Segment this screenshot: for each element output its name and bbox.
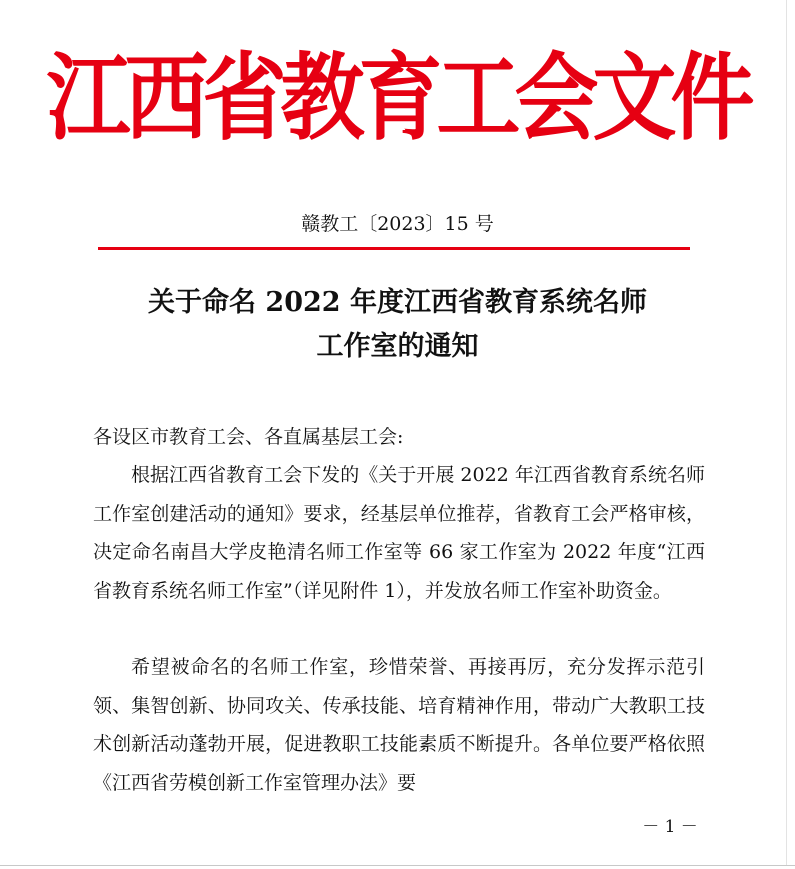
body-paragraph-1: 根据江西省教育工会下发的《关于开展 2022 年江西省教育系统名师工作室创建活动的通知》要求，经基层单位推荐，省教育工会严格审核，决定命名南昌大学皮艳清名师工作室等 66 家工作室为 2022 年度“江西省教育系统名师工作室”（详见附件 1），并发放名师工作室补助资金。 xyxy=(93,464,705,602)
notice-title-line-2: 工作室的通知 xyxy=(316,331,479,362)
body-paragraph-2: 希望被命名的名师工作室，珍惜荣誉、再接再厉，充分发挥示范引领、集智创新、协同攻关、传承技能、培育精神作用，带动广大教职工技术创新活动蓬勃开展，促进教职工技能素质不断提升。各单位要严格依照《江西省劳模创新工作室管理办法》要 xyxy=(93,656,705,794)
notice-title-line-1: 关于命名 2022 年度江西省教育系统名师 xyxy=(148,287,647,318)
page-number: － 1 － xyxy=(642,817,698,837)
red-divider-line xyxy=(98,247,690,250)
document-number: 赣教工〔2023〕15 号 xyxy=(301,213,494,235)
page-right-edge xyxy=(786,0,787,866)
page-bottom-edge xyxy=(0,865,795,866)
masthead-title: 江西省教育工会文件 xyxy=(46,43,749,153)
salutation: 各设区市教育工会、各直属基层工会: xyxy=(93,426,404,448)
